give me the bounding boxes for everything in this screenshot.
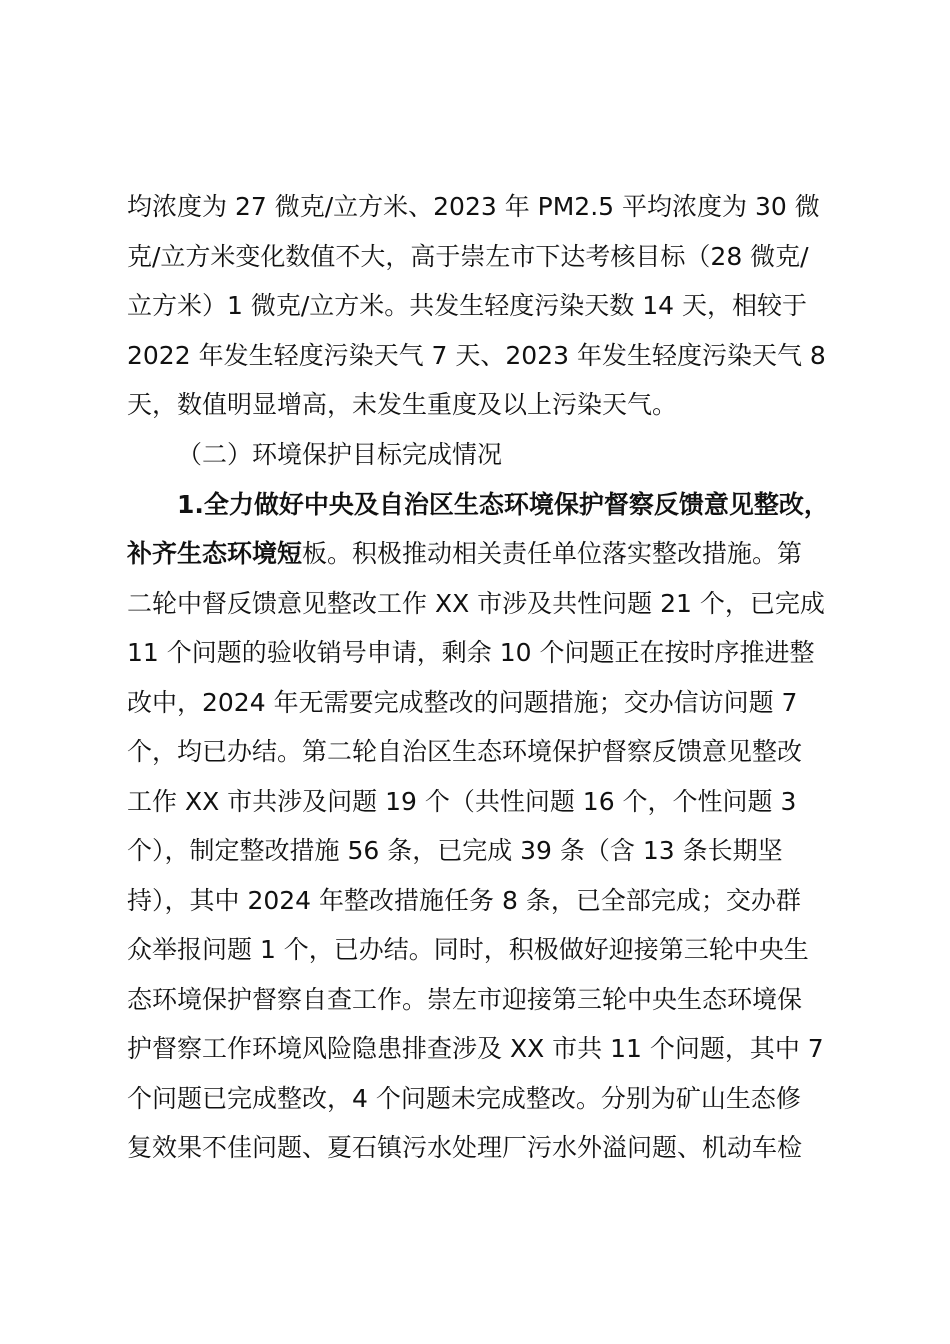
paragraph-line: 2022 年发生轻度污染天气 7 天、2023 年发生轻度污染天气 8 — [127, 341, 826, 370]
paragraph-line: 个问题已完成整改，4 个问题未完成整改。分别为矿山生态修 — [127, 1084, 801, 1113]
paragraph-line: 二轮中督反馈意见整改工作 XX 市涉及共性问题 21 个，已完成 — [127, 589, 825, 618]
paragraph-line: 个，均已办结。第二轮自治区生态环境保护督察反馈意见整改 — [127, 737, 803, 766]
paragraph-line: 持），其中 2024 年整改措施任务 8 条，已全部完成；交办群 — [127, 886, 801, 915]
bold-heading-tail: 补齐生态环境短 — [127, 539, 303, 568]
paragraph-line: 天，数值明显增高，未发生重度及以上污染天气。 — [127, 390, 678, 419]
bold-heading-line: 1.全力做好中央及自治区生态环境保护督察反馈意见整改， — [177, 490, 829, 519]
paragraph-line: 工作 XX 市共涉及问题 19 个（共性问题 16 个，个性问题 3 — [127, 787, 797, 816]
paragraph-line: 复效果不佳问题、夏石镇污水处理厂污水外溢问题、机动车检 — [127, 1133, 803, 1162]
paragraph-line: 改中，2024 年无需要完成整改的问题措施；交办信访问题 7 — [127, 688, 798, 717]
paragraph-text: 板。积极推动相关责任单位落实整改措施。第 — [302, 539, 803, 568]
paragraph-line: 护督察工作环境风险隐患排查涉及 XX 市共 11 个问题，其中 7 — [127, 1034, 824, 1063]
paragraph-line: 态环境保护督察自查工作。崇左市迎接第三轮中央生态环境保 — [127, 985, 803, 1014]
paragraph-line: 11 个问题的验收销号申请，剩余 10 个问题正在按时序推进整 — [127, 638, 815, 667]
paragraph-line: 立方米）1 微克/立方米。共发生轻度污染天数 14 天，相较于 — [127, 291, 807, 320]
paragraph-line: 个），制定整改措施 56 条，已完成 39 条（含 13 条长期坚 — [127, 836, 783, 865]
paragraph-line — [127, 534, 837, 574]
paragraph-line: 众举报问题 1 个，已办结。同时，积极做好迎接第三轮中央生 — [127, 935, 809, 964]
section-heading: （二）环境保护目标完成情况 — [177, 440, 503, 469]
paragraph-line: 克/立方米变化数值不大，高于崇左市下达考核目标（28 微克/ — [127, 242, 809, 271]
paragraph-line: 均浓度为 27 微克/立方米、2023 年 PM2.5 平均浓度为 30 微 — [127, 192, 820, 221]
